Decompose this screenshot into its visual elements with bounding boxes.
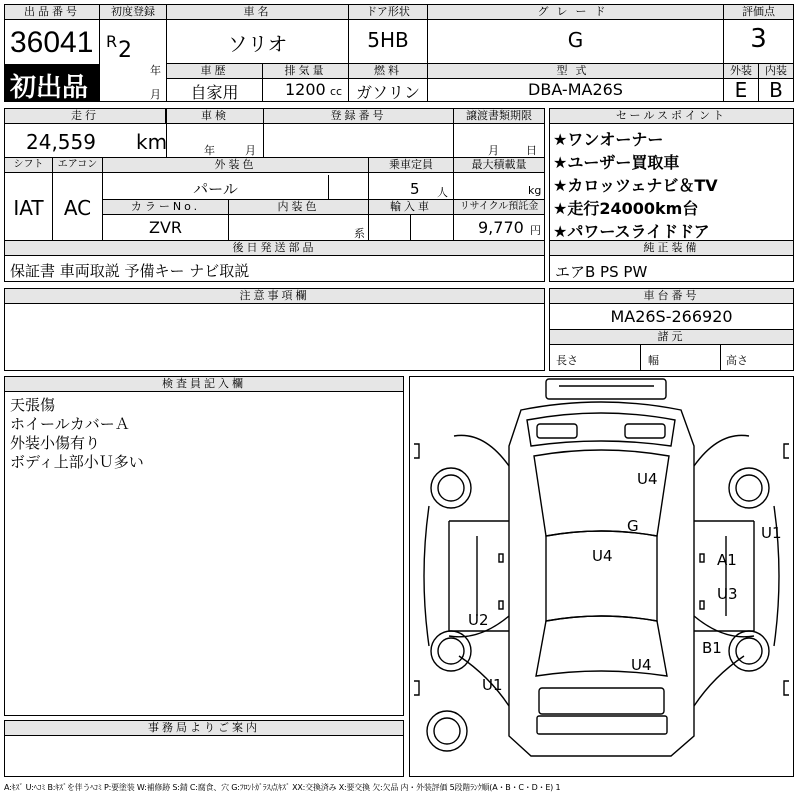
reg-label: 初度登録 xyxy=(100,5,166,20)
disp-label: 排気量 xyxy=(263,64,348,79)
door-type: 5HB xyxy=(367,28,409,52)
vehicle-name: ソリオ xyxy=(227,32,288,56)
chassis-number: MA26S-266920 xyxy=(610,307,733,326)
damage-mark: U3 xyxy=(717,585,738,603)
reg-year: 2 xyxy=(118,38,132,63)
inspector-line: 外装小傷有り xyxy=(10,434,101,452)
model-label: 型式 xyxy=(428,64,723,79)
equipment-label: 純正装備 xyxy=(550,241,793,256)
later-parts: 保証書 車両取説 予備キー ナビ取説 xyxy=(10,262,250,280)
mileage: 24,559 xyxy=(26,130,96,154)
ext-grade: E xyxy=(734,78,748,102)
damage-mark: U4 xyxy=(637,470,658,488)
sales-item: ★カロッツェナビ＆TV xyxy=(553,176,718,195)
shift-label: シフト xyxy=(5,158,52,173)
first-listing-text: 初出品 xyxy=(10,73,89,103)
chassis-label: 車台番号 xyxy=(550,289,793,304)
ac: AC xyxy=(63,196,92,220)
grade-label: グレード xyxy=(428,5,723,20)
damage-mark: G xyxy=(627,517,639,535)
load-unit: kg xyxy=(528,184,542,197)
later-parts-label: 後日発送部品 xyxy=(5,241,544,256)
damage-mark: U4 xyxy=(631,656,652,674)
cap-label: 乗車定員 xyxy=(369,158,453,173)
ac-label: エアコン xyxy=(53,158,102,173)
damage-mark: U4 xyxy=(592,547,613,565)
mileage-unit: km xyxy=(136,130,168,154)
notes-label: 注意事項欄 xyxy=(5,289,544,304)
regno-label: 登録番号 xyxy=(264,109,453,124)
car-diagram xyxy=(409,376,794,777)
transfer-label: 譲渡書類期限 xyxy=(454,109,544,124)
intcolor-label: 内装色 xyxy=(229,200,368,215)
year-unit: 年 xyxy=(150,64,161,77)
capacity: 5 xyxy=(410,180,420,198)
int-label: 内装 xyxy=(759,64,793,79)
office-label: 事務局よりご案内 xyxy=(5,721,403,736)
grade: G xyxy=(567,28,584,52)
inspect-year: 年 xyxy=(204,144,215,157)
recycle-fee: 9,770 xyxy=(478,218,524,237)
transfer-month: 月 xyxy=(488,144,499,157)
dims-label: 諸元 xyxy=(550,330,793,345)
dims-length: 長さ xyxy=(556,354,578,367)
ext-label: 外装 xyxy=(724,64,758,79)
damage-mark: U1 xyxy=(482,676,503,694)
damage-mark: U2 xyxy=(468,611,489,629)
inspector-line: ホイールカバーＡ xyxy=(10,415,130,433)
intcolor-unit: 系 xyxy=(354,227,365,240)
damage-mark: A1 xyxy=(717,551,737,569)
damage-mark: U1 xyxy=(761,524,782,542)
month-unit: 月 xyxy=(150,88,161,101)
lot-label: 出品番号 xyxy=(5,5,99,20)
sales-item: ★ワンオーナー xyxy=(553,130,664,149)
color-label: 外装色 xyxy=(103,158,368,173)
import-label: 輸入車 xyxy=(369,200,453,215)
model: DBA-MA26S xyxy=(528,80,623,99)
sales-item: ★ユーザー買取車 xyxy=(553,153,680,172)
fuel-label: 燃料 xyxy=(349,64,427,79)
load-label: 最大積載量 xyxy=(454,158,544,173)
lot-number: 36041 xyxy=(10,26,94,59)
sales-list xyxy=(553,128,718,243)
capacity-unit: 人 xyxy=(437,186,448,199)
sales-label: セールスポイント xyxy=(550,109,793,124)
body-color: パール xyxy=(193,180,238,198)
shift: IAT xyxy=(13,196,44,220)
damage-mark: B1 xyxy=(702,639,722,657)
sales-item: ★パワースライドドア xyxy=(553,222,710,241)
inspect-label: 車検 xyxy=(167,109,263,124)
history-label: 車歴 xyxy=(167,64,262,79)
colorno-label: カラーNo. xyxy=(103,200,228,215)
reg-era: R xyxy=(106,32,118,51)
door-label: ドア形状 xyxy=(349,5,427,20)
inspect-month: 月 xyxy=(245,144,256,157)
mileage-label: 走行 xyxy=(5,109,166,124)
transfer-day: 日 xyxy=(526,144,537,157)
recycle-label: リサイクル預託金 xyxy=(454,200,544,215)
equipment: エアB PS PW xyxy=(555,263,648,281)
color-number: ZVR xyxy=(148,218,183,237)
displacement: 1200 xyxy=(285,80,326,99)
sales-item: ★走行24000km台 xyxy=(553,199,699,218)
score-label: 評価点 xyxy=(724,5,793,20)
int-grade: B xyxy=(769,78,783,102)
inspector-line: 天張傷 xyxy=(10,396,56,414)
inspector-notes xyxy=(10,396,144,472)
inspector-label: 検査員記入欄 xyxy=(5,377,403,392)
recycle-unit: 円 xyxy=(530,224,541,237)
history: 自家用 xyxy=(190,83,239,102)
disp-unit: cc xyxy=(330,85,343,98)
dims-height: 高さ xyxy=(726,354,748,367)
dims-width: 幅 xyxy=(648,354,659,367)
score: 3 xyxy=(750,24,767,54)
inspector-line: ボディ上部小Ｕ多い xyxy=(10,453,144,471)
name-label: 車名 xyxy=(167,5,348,20)
fuel: ガソリン xyxy=(355,83,420,102)
legend: A:ｷｽﾞ U:ﾍｺﾐ B:ｷｽﾞを伴うﾍｺﾐ P:要塗装 W:補修跡 S:錆 C:腐食、穴 G:ﾌﾛﾝﾄｶﾞﾗｽ点ｷｽﾞ XX:交換済み X:要交換 欠:欠品 内・外装評価 5段階ﾗﾝｸ順(A・B・C・D・E) 1 xyxy=(4,783,561,792)
